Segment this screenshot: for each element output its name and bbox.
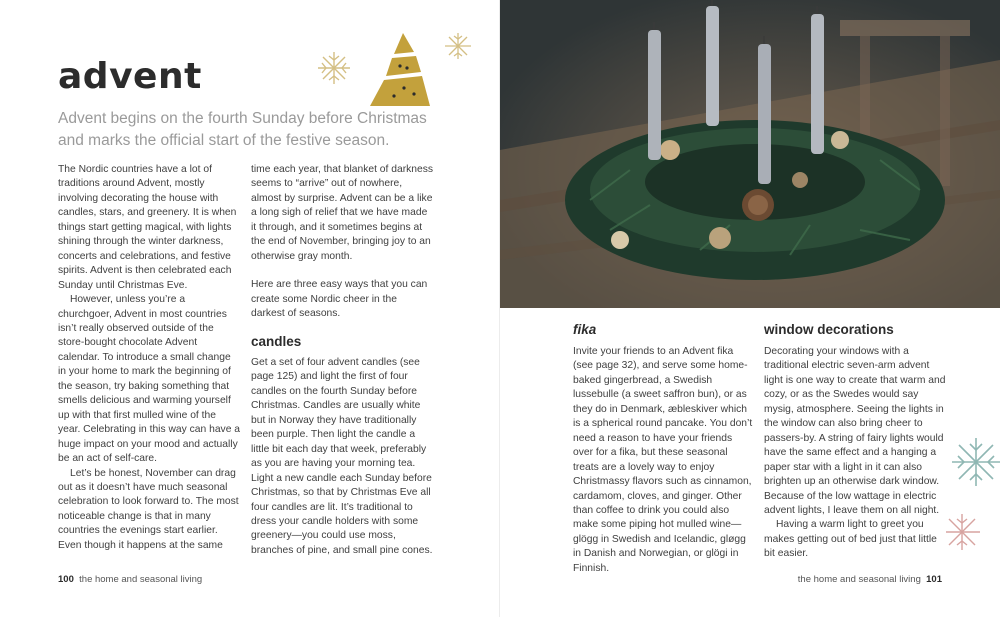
fika-heading: fika (573, 322, 597, 337)
window-decorations-heading: window decorations (764, 322, 894, 337)
folio-right (798, 574, 942, 585)
folio-left (58, 574, 202, 585)
fika-section (573, 345, 753, 576)
snowflake-icon (445, 33, 471, 59)
page-number: 100 (58, 574, 74, 585)
snowflakes-decoration (946, 428, 1000, 568)
page-title: advent (58, 56, 202, 97)
running-footer: the home and seasonal living (79, 574, 203, 585)
running-footer: the home and seasonal living (797, 574, 921, 585)
body-paragraph: Let’s be honest, November can drag out as it doesn’t have much seasonal celebration to look forward to. The most noticeable change is that in many countries the evenings start earlier. Even though it happens at the same (58, 467, 239, 551)
body-column-2 (251, 163, 433, 322)
window-decorations-section (764, 345, 946, 562)
body-column-1 (58, 163, 241, 553)
body-paragraph: time each year, that blanket of darkness seems to “arrive” out of nowhere, almost by surprise. Advent can be a like a long sigh of relief that we have made it through, and it sometimes begins at the end of November, bringing joy to an otherwise gray month. (251, 164, 434, 262)
candles-heading: candles (251, 334, 302, 349)
christmas-tree-illustration (312, 30, 482, 112)
window-paragraph: Having a warm light to greet you makes getting out of bed just that little bit easier. (764, 519, 937, 560)
snowflake-icon (318, 52, 350, 84)
body-paragraph: Here are three easy ways that you can create some Nordic cheer in the darkest of seasons. (251, 279, 428, 320)
fika-paragraph: Invite your friends to an Advent fika (see page 32), and serve some home-baked gingerbread, a Swedish lussebulle (a sweet saffron bun), or as they do in Denmark, æbleskiver which is a spherical round pancake. You don’t need a reason to have your friends over for a fika, but these seasonal treats are a lovely way to enjoy Christmassy flavors such as cinnamon, cardamom, cloves, and ginger. Other than coffee to drink you could also make some piping hot mulled wine—glögg in Swedish and Icelandic, gløgg in Danish and Norwegian, or glögi in Finnish. (573, 346, 753, 574)
lede-paragraph: Advent begins on the fourth Sunday before Christmas and marks the official start of the festive season. (58, 110, 427, 149)
advent-wreath-photo (500, 0, 1000, 308)
page-number: 101 (926, 574, 942, 585)
tree-icon (370, 33, 430, 106)
body-paragraph: The Nordic countries have a lot of traditions around Advent, mostly involving decorating the house with candles, stars, and greenery. It is when things start getting magical, with lights shining through the winter darkness, concerts and celebrations, and festive spirits. Advent is then celebrated each Sunday until Christmas Eve. (58, 164, 237, 291)
snowflake-icon (952, 438, 1000, 486)
window-paragraph: Decorating your windows with a traditional electric seven-arm advent light is one way to create that warm and cozy, or as the Swedes would say mysig, atmosphere. Seeing the lights in the window can also bring cheer to passers-by. A string of fairy lights would have the same effect and a hanging a paper star with a light in it can also brighten up an otherwise dark window. Because of the low wattage in electric advent lights, I leave them on all night. (764, 346, 946, 516)
body-paragraph: However, unless you’re a churchgoer, Advent in most countries isn’t really observed outside of the store-bought chocolate Advent calendar. To introduce a small change in your home to mark the beginning of the season, try baking something that smells delicious and warming yourself up with that first mulled wine of the year. Celebrating in this way can have a huge impact on your mood and actually be an act of self-care. (58, 294, 241, 465)
candles-paragraph: Get a set of four advent candles (see page 125) and light the first of four candles on the fourth Sunday before Christmas. Candles are usually white but in Norway they have traditionally been purple. Then light the candle a little bit each day that week, preferably as you are having your morning tea. Light a new candle each Sunday before Christmas, so that by Christmas Eve all four candles are lit. It’s traditional to dress your candle holders with some greenery—you could use moss, branches of pine, and small pine cones. (251, 357, 433, 556)
snowflake-icon (946, 514, 980, 550)
candles-section (251, 356, 433, 558)
